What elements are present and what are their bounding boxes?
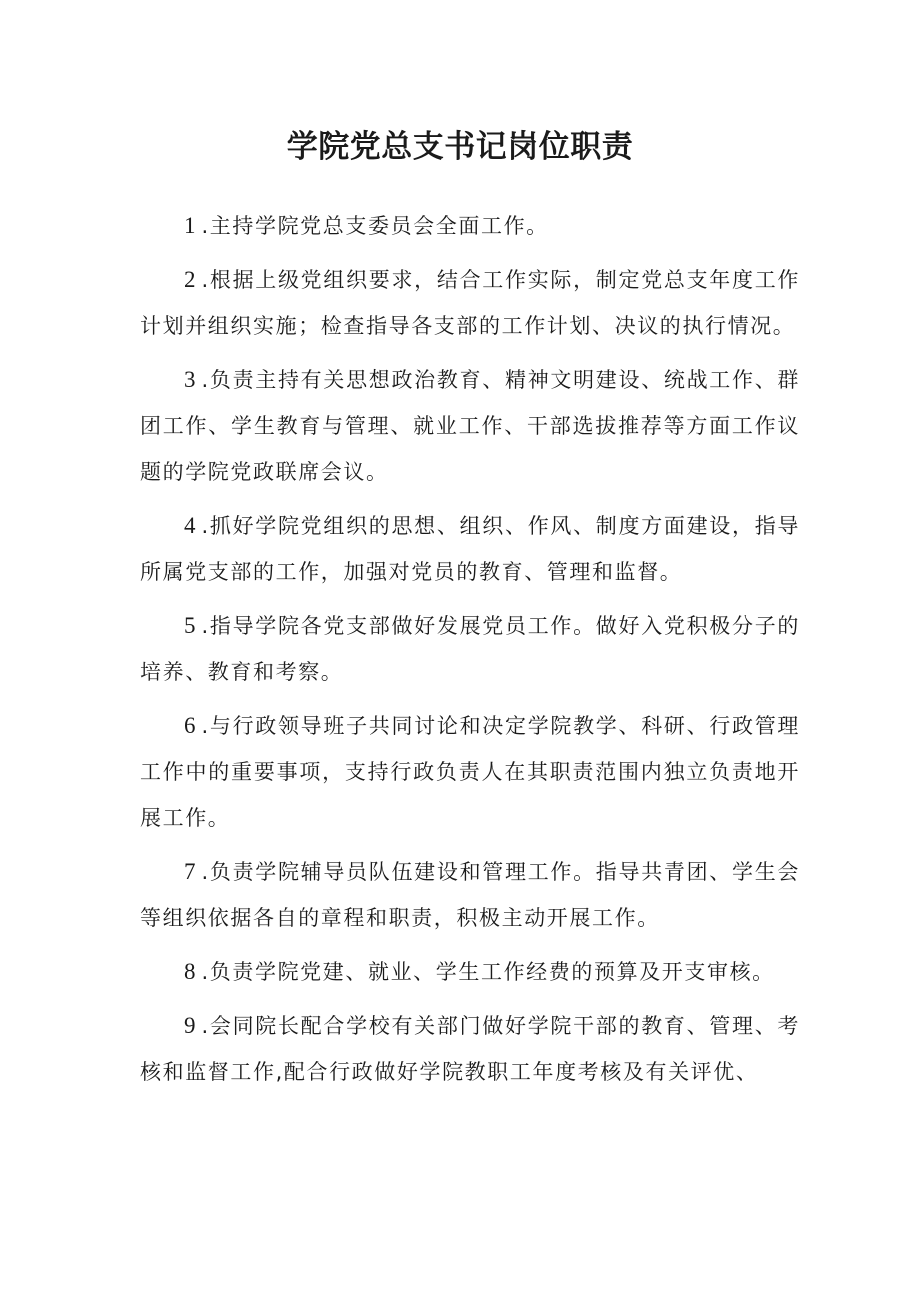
item-text: .会同院长配合学校有关部门做好学院干部的教育、管理、考核和监督工作,配合行政做好学院教职工年度考核及有关评优、	[140, 1014, 800, 1084]
item-number: 2	[184, 267, 196, 292]
item-text: .指导学院各党支部做好发展党员工作。做好入党积极分子的培养、教育和考察。	[140, 614, 800, 684]
item-number: 1	[184, 213, 196, 238]
item-text: .根据上级党组织要求，结合工作实际，制定党总支年度工作计划并组织实施；检查指导各支部的工作计划、决议的执行情况。	[140, 268, 800, 338]
duty-item-2	[140, 257, 800, 349]
item-number: 3	[184, 367, 196, 392]
duty-item-6	[140, 703, 800, 841]
duty-item-1	[140, 203, 800, 249]
item-text: .负责学院辅导员队伍建设和管理工作。指导共青团、学生会等组织依据各自的章程和职责，积极主动开展工作。	[140, 860, 800, 930]
duty-item-5	[140, 603, 800, 695]
item-number: 5	[184, 613, 196, 638]
item-text: .抓好学院党组织的思想、组织、作风、制度方面建设，指导所属党支部的工作，加强对党员的教育、管理和监督。	[140, 514, 800, 584]
duty-item-7	[140, 849, 800, 941]
item-text: .与行政领导班子共同讨论和决定学院教学、科研、行政管理工作中的重要事项，支持行政负责人在其职责范围内独立负责地开展工作。	[140, 714, 800, 830]
duty-item-4	[140, 503, 800, 595]
item-text: .主持学院党总支委员会全面工作。	[201, 214, 549, 238]
item-number: 4	[184, 513, 196, 538]
duty-item-3	[140, 357, 800, 495]
item-number: 6	[184, 713, 196, 738]
item-number: 8	[184, 959, 196, 984]
duty-item-9	[140, 1003, 800, 1095]
item-number: 7	[184, 859, 196, 884]
item-text: .负责学院党建、就业、学生工作经费的预算及开支审核。	[201, 960, 775, 984]
document-body	[140, 203, 800, 1103]
duty-item-8	[140, 949, 800, 995]
item-text: .负责主持有关思想政治教育、精神文明建设、统战工作、群团工作、学生教育与管理、就业工作、干部选拔推荐等方面工作议题的学院党政联席会议。	[140, 368, 800, 484]
page-title: 学院党总支书记岗位职责	[286, 129, 634, 165]
item-number: 9	[184, 1013, 196, 1038]
